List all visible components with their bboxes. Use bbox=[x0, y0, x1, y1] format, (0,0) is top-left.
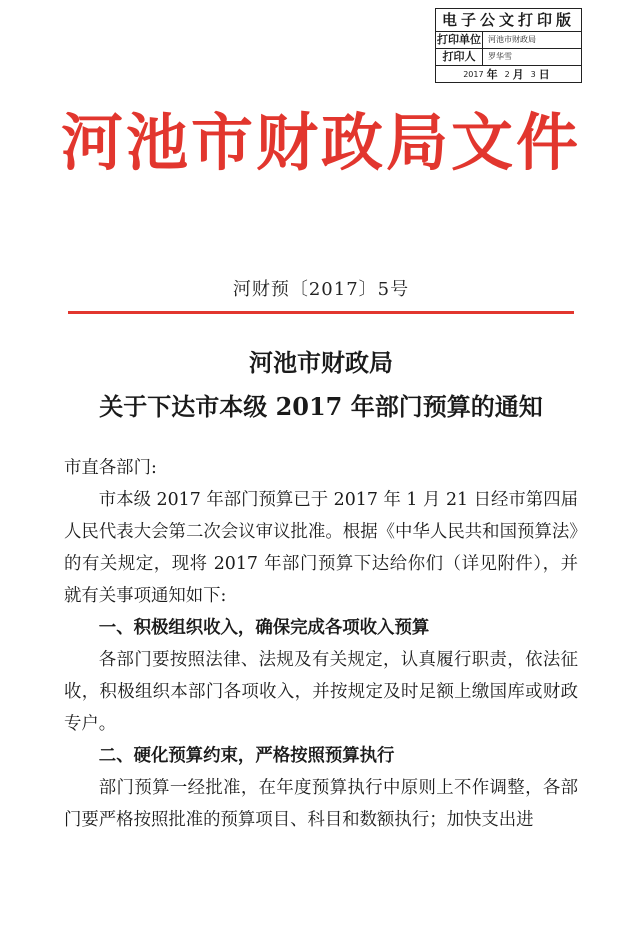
paragraph-1: 市本级 2017 年部门预算已于 2017 年 1 月 21 日经市第四届人民代表大会第二次会议审议批准。根据《中华人民共和国预算法》的有关规定，现将 2017 年部门预算下达给你们（详见附件），并就有关事项通知如下: bbox=[64, 490, 578, 606]
stamp-date bbox=[436, 66, 581, 83]
stamp-date-day: 3 bbox=[530, 69, 536, 79]
red-divider-line bbox=[68, 311, 574, 314]
document-number: 河财预〔2017〕5号 bbox=[232, 279, 410, 300]
stamp-person-row bbox=[436, 49, 581, 66]
print-stamp bbox=[435, 8, 582, 83]
stamp-date-month: 2 bbox=[504, 69, 510, 79]
stamp-title: 电子公文打印版 bbox=[436, 9, 581, 32]
stamp-date-month-unit: 月 bbox=[512, 68, 524, 81]
paragraph-2: 各部门要按照法律、法规及有关规定，认真履行职责，依法征收，积极组织本部门各项收入，并按规定及时足额上缴国库或财政专户。 bbox=[64, 650, 578, 734]
stamp-unit-value: 河池市财政局 bbox=[488, 35, 536, 44]
stamp-date-year: 2017 bbox=[463, 69, 484, 79]
section-heading-1: 一、积极组织收入，确保完成各项收入预算 bbox=[98, 618, 430, 638]
paragraph-3: 部门预算一经批准，在年度预算执行中原则上不作调整，各部门要严格按照批准的预算项目、科目和数额执行；加快支出进 bbox=[64, 778, 578, 830]
stamp-date-day-unit: 日 bbox=[538, 68, 550, 81]
red-masthead-title: 河池市财政局文件 bbox=[60, 106, 581, 179]
stamp-unit-row bbox=[436, 32, 581, 49]
document-body bbox=[64, 452, 578, 836]
stamp-date-year-unit: 年 bbox=[486, 68, 498, 81]
notice-title-line2: 关于下达市本级 2017 年部门预算的通知 bbox=[99, 392, 543, 421]
section-heading-2: 二、硬化预算约束，严格按照预算执行 bbox=[98, 746, 395, 766]
salutation: 市直各部门: bbox=[64, 458, 157, 478]
notice-title-line1: 河池市财政局 bbox=[249, 348, 393, 377]
stamp-person-value: 罗华雪 bbox=[488, 52, 512, 61]
stamp-person-label: 打印人 bbox=[436, 49, 483, 65]
stamp-unit-label: 打印单位 bbox=[437, 33, 481, 46]
